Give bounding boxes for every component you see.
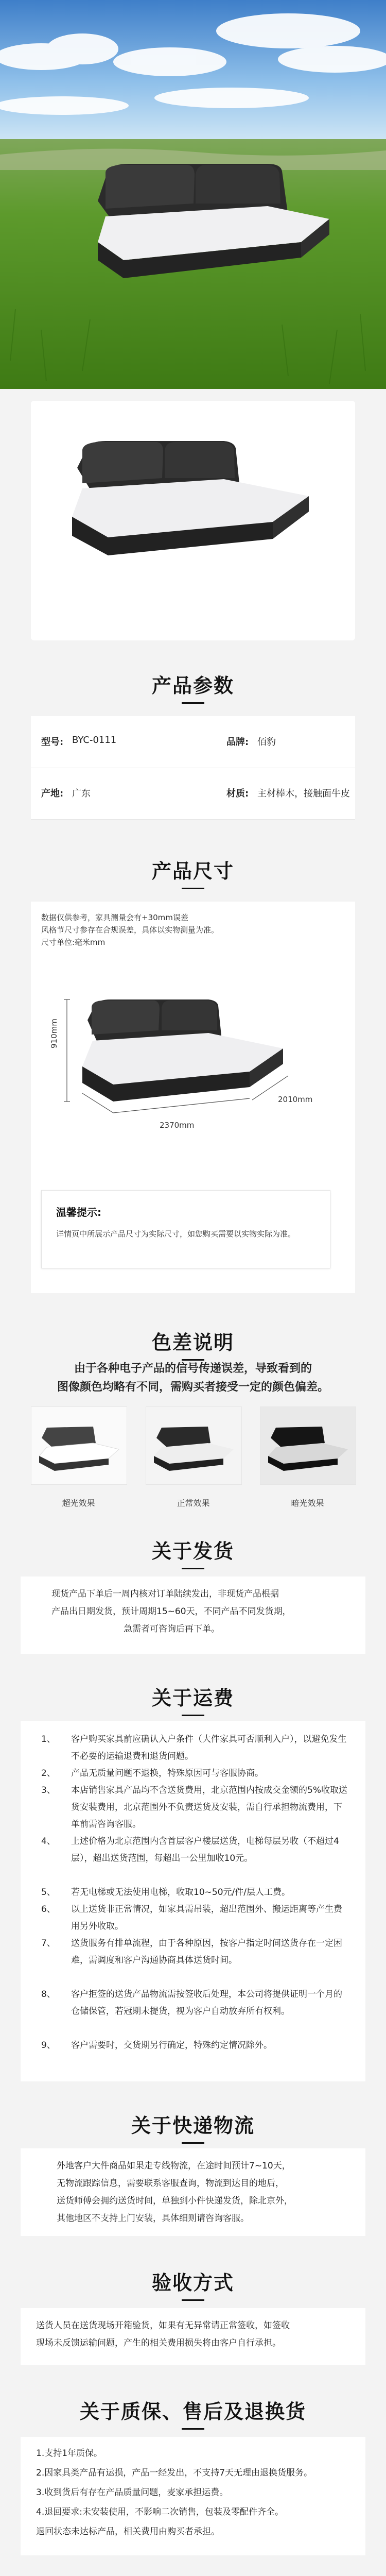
freight-item: 7、 送货服务有排单流程，由于各种原因，按客户指定时间送货存在一定困难，需调度和客户沟通协商具体送货时间。 bbox=[41, 1938, 342, 1965]
compare-label: 暗光效果 bbox=[291, 1498, 324, 1508]
params-table bbox=[31, 716, 355, 819]
model-label: 型号: bbox=[41, 737, 64, 748]
material-value: 主材棒木，接触面牛皮 bbox=[257, 788, 350, 799]
bed-image bbox=[31, 401, 355, 640]
compare-image-normal bbox=[146, 1406, 242, 1485]
freight-item: 4、 上述价格为北京范围内含首层客户楼层送货，电梯每层另收（不超过4层），超出送货范围，每超出一公里加收10元。 bbox=[41, 1836, 339, 1863]
logistics-line: 外地客户大件商品如果走专线物流，在途时间预计7~10天， bbox=[57, 2161, 291, 2171]
ship-line: 产品出日期发货，预计周期15~60天，不同产品不同发货期， bbox=[51, 1606, 291, 1617]
dim-length: 2370mm bbox=[160, 1121, 195, 1130]
size-note: 数据仅供参考，家具测量会有+30mm误差 bbox=[41, 913, 188, 922]
ship-section-title: 关于发货 bbox=[0, 1535, 386, 1569]
inspect-panel bbox=[21, 2308, 365, 2365]
inspect-section-title: 验收方式 bbox=[0, 2267, 386, 2301]
hero-image bbox=[0, 0, 386, 389]
warranty-item: 退回状态未达标产品，相关费用由购买者承担。 bbox=[36, 2527, 220, 2537]
params-row bbox=[31, 768, 355, 820]
params-row bbox=[31, 716, 355, 768]
inspect-line: 送货人员在送货现场开箱验货，如果有无异常请正常签收，如签收 bbox=[36, 2320, 290, 2331]
ship-line: 现货产品下单后一周内核对订单陆续发出，非现货产品根据 bbox=[51, 1589, 279, 1599]
origin-label: 产地: bbox=[41, 788, 64, 799]
brand-label: 品牌: bbox=[226, 737, 249, 748]
hero-banner bbox=[0, 0, 386, 389]
dim-height: 910mm bbox=[49, 1019, 59, 1048]
params-section-title: 产品参数 bbox=[0, 670, 386, 704]
warranty-item: 4.退回要求:未安装使用，不影响二次销售，包装及零配件齐全。 bbox=[36, 2507, 284, 2517]
product-photo bbox=[31, 401, 355, 640]
freight-item: 6、 以上送货非正常情况，如家具需吊装，超出范围外、搬运距离等产生费用另外收取。 bbox=[41, 1904, 342, 1931]
warranty-panel bbox=[21, 2437, 365, 2555]
logistics-section-title: 关于快递物流 bbox=[0, 2110, 386, 2144]
logistics-line: 无物流跟踪信息，需要联系客服查询，物流到达目的地后， bbox=[57, 2178, 284, 2189]
color-line-1: 由于各种电子产品的信号传递误差，导致看到的 bbox=[74, 1362, 312, 1375]
dim-width: 2010mm bbox=[278, 1095, 313, 1104]
freight-item: 3、 本店销售家具产品均不含送货费用，北京范围内按成交金额的5%收取送货安装费用，北京范围外不负责送货及安装，需自行承担物流费用，下单前需咨询客服。 bbox=[41, 1785, 347, 1829]
freight-item: 2、 产品无质量问题不退换，特殊原因可与客服协商。 bbox=[41, 1768, 264, 1778]
ship-line: 急需者可咨询后再下单。 bbox=[124, 1624, 220, 1634]
warranty-item: 1.支持1年质保。 bbox=[36, 2448, 103, 2459]
freight-item: 8、 客户拒签的送货产品物流需按签收后处理，本公司将提供证明一个月的仓储保管，若冠期未提货，视为客户自动放弃所有权利。 bbox=[41, 1989, 342, 2016]
origin-value: 广东 bbox=[72, 788, 91, 799]
size-panel bbox=[31, 902, 355, 1293]
material-label: 材质: bbox=[226, 788, 249, 799]
model-value: BYC-0111 bbox=[72, 735, 117, 745]
ship-panel bbox=[21, 1577, 365, 1654]
logistics-line: 其他地区不支持上门安装，具体细则请咨询客服。 bbox=[57, 2213, 249, 2224]
logistics-line: 送货师傅会拥约送货时间，单独到小件快递发货，除北京外， bbox=[57, 2196, 293, 2206]
tip-text: 详情页中所展示产品尺寸为实际尺寸，如您购买需要以实物实际为准。 bbox=[56, 1229, 296, 1239]
inspect-line: 现场未反馈运输问题，产生的相关费用损失将由客户自行承担。 bbox=[36, 2338, 281, 2348]
tip-title: 温馨提示: bbox=[56, 1206, 101, 1218]
compare-image-bright bbox=[31, 1406, 127, 1485]
compare-label: 正常效果 bbox=[177, 1498, 210, 1508]
freight-item: 5、 若无电梯或无法使用电梯，收取10~50元/件/层人工费。 bbox=[41, 1887, 290, 1897]
size-diagram bbox=[31, 958, 355, 1175]
size-note: 风格节尺寸参存在合规误差，具体以实物测量为准。 bbox=[41, 925, 219, 935]
color-section-title: 色差说明 bbox=[0, 1327, 386, 1361]
tip-box bbox=[41, 1190, 330, 1268]
compare-label: 超光效果 bbox=[62, 1498, 95, 1508]
color-line-2: 图像颜色均略有不同，需购买者接受一定的颜色偏差。 bbox=[57, 1381, 329, 1394]
warranty-section-title: 关于质保、售后及退换货 bbox=[0, 2396, 386, 2430]
logistics-panel bbox=[21, 2148, 365, 2236]
warranty-item: 2.因家具类产品有运损，产品一经发出，不支持7天无理由退换货服务。 bbox=[36, 2468, 313, 2478]
brand-value: 佰豹 bbox=[257, 737, 276, 748]
freight-item: 1、 客户购买家具前应确认入户条件（大件家具可否顺利入户），以避免发生不必要的运输退费和退货问题。 bbox=[41, 1734, 347, 1761]
freight-item: 9、 客户需要时，交货期另行确定，特殊约定情况除外。 bbox=[41, 2040, 272, 2050]
freight-section-title: 关于运费 bbox=[0, 1682, 386, 1716]
freight-panel bbox=[21, 1721, 365, 2081]
size-section-title: 产品尺寸 bbox=[0, 855, 386, 889]
warranty-item: 3.收到货后有存在产品质量问题，麦家承担运费。 bbox=[36, 2487, 229, 2498]
size-note: 尺寸单位:毫米mm bbox=[41, 938, 106, 947]
compare-image-dark bbox=[260, 1406, 356, 1485]
